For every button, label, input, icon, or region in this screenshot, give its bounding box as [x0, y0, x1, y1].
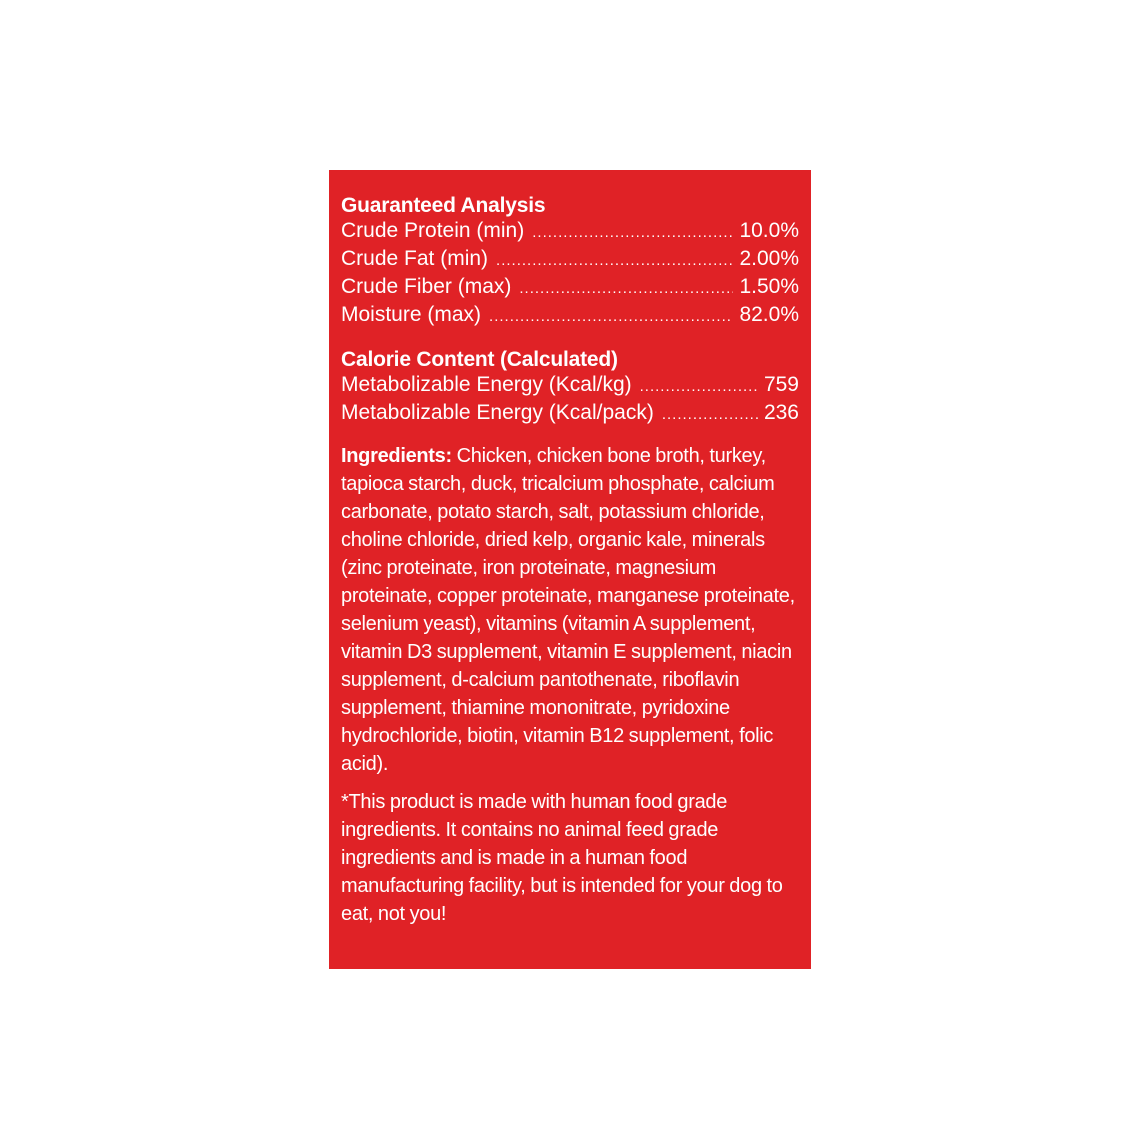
calorie-row-kg: [341, 372, 799, 400]
analysis-row-fiber: [341, 274, 799, 302]
analysis-row-moisture: [341, 302, 799, 330]
ingredients-label: Ingredients:: [341, 445, 452, 467]
dot-leader: [662, 402, 758, 428]
ingredients-text: Chicken, chicken bone broth, turkey, tapioca starch, duck, tricalcium phosphate, calcium carbonate, potato starch, salt, potassium chloride, choline chloride, dried kelp, organic kale, minerals (zinc proteinate, iron proteinate, magnesium proteinate, copper proteinate, manganese proteinate, selenium yeast), vitamins (vitamin A supplement, vitamin D3 supplement, vitamin E supplement, niacin supplement, d-calcium pantothenate, riboflavin supplement, thiamine mononitrate, pyridoxine hydrochloride, biotin, vitamin B12 supplement, folic acid).: [341, 445, 795, 775]
calorie-row-name: Metabolizable Energy (Kcal/kg): [341, 373, 632, 396]
dot-leader: [640, 374, 758, 400]
calorie-content-heading: Calorie Content (Calculated): [341, 348, 618, 371]
analysis-row-name: Crude Fiber (max): [341, 275, 512, 298]
dot-leader: [496, 248, 733, 274]
analysis-row-name: Crude Protein (min): [341, 219, 525, 242]
analysis-row-value: 1.50%: [739, 275, 799, 298]
analysis-row-fat: [341, 246, 799, 274]
analysis-row-value: 2.00%: [739, 247, 799, 270]
guaranteed-analysis-heading: Guaranteed Analysis: [341, 194, 546, 217]
calorie-row-pack: [341, 400, 799, 428]
calorie-row-value: 759: [763, 373, 799, 396]
analysis-row-value: 10.0%: [739, 219, 799, 242]
ingredients-paragraph: [341, 442, 799, 778]
calorie-row-name: Metabolizable Energy (Kcal/pack): [341, 401, 654, 424]
analysis-row-name: Crude Fat (min): [341, 247, 489, 270]
guaranteed-analysis-section: [341, 194, 799, 330]
calorie-content-section: [341, 348, 799, 428]
human-grade-note: *This product is made with human food grade ingredients. It contains no animal feed grade ingredients and is made in a human food manufacturing facility, but is intended for your dog to eat, not you!: [341, 791, 783, 925]
analysis-row-protein: [341, 218, 799, 246]
analysis-row-value: 82.0%: [739, 303, 799, 326]
dot-leader: [519, 276, 733, 302]
analysis-row-name: Moisture (max): [341, 303, 482, 326]
nutrition-label-panel: [329, 170, 811, 969]
dot-leader: [489, 304, 733, 330]
calorie-row-value: 236: [763, 401, 799, 424]
dot-leader: [532, 220, 733, 246]
